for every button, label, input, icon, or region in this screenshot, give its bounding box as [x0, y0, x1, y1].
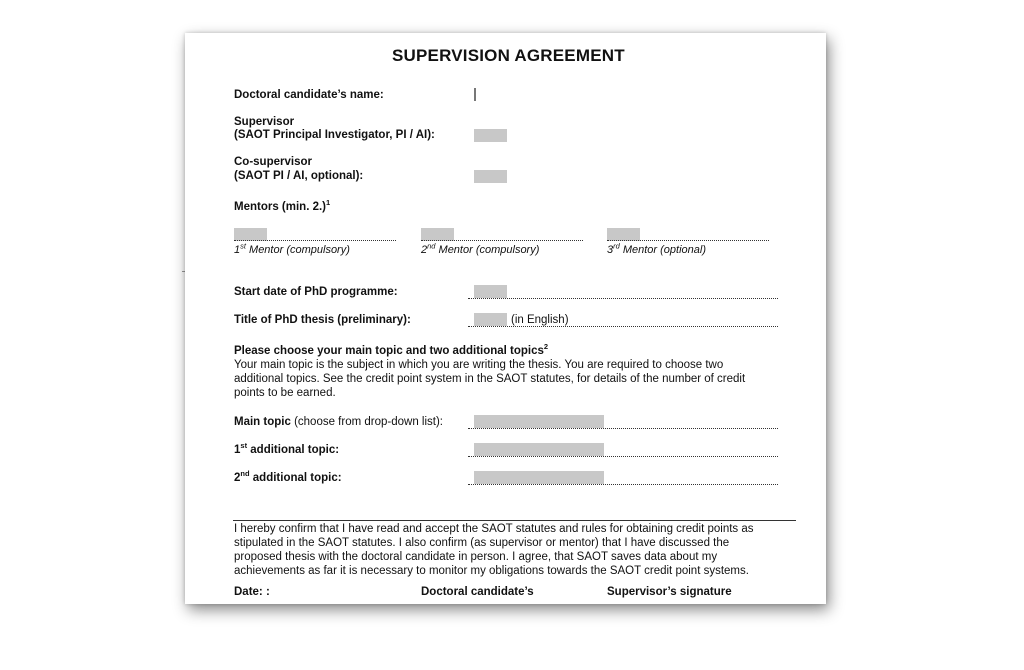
- start-date-line: [468, 298, 778, 299]
- main-topic-dropdown[interactable]: [474, 415, 604, 428]
- additional-topic-1-label: [234, 441, 340, 457]
- supervisor-signature-label: Supervisor’s signature: [607, 586, 732, 598]
- mentors-label: [234, 198, 331, 214]
- topics-heading-text: Please choose your main topic and two additional topics: [234, 345, 544, 357]
- mentor-3-ordinal-suffix: rd: [613, 241, 620, 251]
- start-date-label: Start date of PhD programme:: [234, 286, 398, 298]
- additional-topic-1-line: [468, 456, 778, 457]
- mentor-1-line: [234, 240, 396, 241]
- mentor-3-ordinal: 3: [607, 244, 614, 256]
- date-label: Date: :: [234, 586, 270, 598]
- candidate-signature-label: Doctoral candidate’s: [421, 586, 534, 598]
- topics-description-line-1: Your main topic is the subject in which you are writing the thesis. You are required to choose two: [234, 359, 724, 371]
- document-page: [185, 33, 826, 604]
- main-topic-line: [468, 428, 778, 429]
- start-date-field[interactable]: [474, 285, 507, 298]
- mentor-1-caption: [234, 241, 350, 256]
- candidate-name-label: Doctoral candidate’s name:: [234, 89, 384, 101]
- supervisor-label-detail: (SAOT Principal Investigator, PI / AI):: [234, 129, 435, 141]
- mentor-3-caption: [607, 241, 707, 256]
- additional-topic-1-suffix: st: [240, 441, 248, 451]
- mentor-2-line: [421, 240, 583, 241]
- mentors-footnote: 1: [326, 198, 331, 208]
- thesis-language-note: (in English): [511, 314, 569, 326]
- main-topic-label-text: Main topic: [234, 416, 291, 428]
- mentor-3-line: [607, 240, 769, 241]
- cosupervisor-field[interactable]: [474, 170, 507, 183]
- topics-heading: [234, 342, 549, 358]
- additional-topic-1-dropdown[interactable]: [474, 443, 604, 456]
- additional-topic-1-num: 1: [234, 444, 241, 456]
- mentor-2-caption: [421, 241, 540, 256]
- thesis-title-field[interactable]: [474, 313, 507, 326]
- additional-topic-1-text: additional topic:: [247, 444, 340, 456]
- mentor-2-label: Mentor (compulsory): [435, 244, 540, 256]
- mentors-label-text: Mentors (min. 2.): [234, 201, 327, 213]
- mentor-2-ordinal-suffix: nd: [427, 241, 436, 251]
- confirmation-line-1: I hereby confirm that I have read and accept the SAOT statutes and rules for obtaining credit points as: [234, 523, 754, 535]
- additional-topic-2-num: 2: [234, 472, 241, 484]
- supervisor-label: Supervisor: [234, 116, 295, 128]
- cosupervisor-label-detail: (SAOT PI / AI, optional):: [234, 170, 364, 182]
- topics-footnote: 2: [543, 342, 549, 352]
- main-topic-label: [234, 416, 443, 429]
- additional-topic-2-label: [234, 469, 342, 485]
- confirmation-divider: [233, 520, 796, 521]
- cosupervisor-label: Co-supervisor: [234, 156, 312, 168]
- thesis-title-line: [468, 326, 778, 327]
- thesis-title-label: Title of PhD thesis (preliminary):: [234, 314, 411, 326]
- mentor-1-ordinal-suffix: st: [240, 241, 246, 251]
- additional-topic-2-text: additional topic:: [249, 472, 342, 484]
- additional-topic-2-dropdown[interactable]: [474, 471, 604, 484]
- topics-description-line-3: points to be earned.: [234, 387, 336, 399]
- additional-topic-2-suffix: nd: [240, 469, 250, 479]
- mentor-3-label: Mentor (optional): [619, 244, 707, 256]
- confirmation-line-4: achievements as far it is necessary to monitor my obligations towards the SAOT credit point systems.: [234, 565, 749, 577]
- mentor-2-ordinal: 2: [421, 244, 428, 256]
- page-title: SUPERVISION AGREEMENT: [392, 46, 625, 65]
- topics-description-line-2: additional topics. See the credit point system in the SAOT statutes, for details of the number of credit: [234, 373, 746, 385]
- supervisor-field[interactable]: [474, 129, 507, 142]
- additional-topic-2-line: [468, 484, 778, 485]
- main-topic-hint: (choose from drop-down list):: [290, 416, 443, 428]
- mentor-1-ordinal: 1: [234, 244, 241, 256]
- mentor-1-label: Mentor (compulsory): [245, 244, 350, 256]
- confirmation-line-3: proposed thesis with the doctoral candidate in person. I agree, that SAOT saves data about my: [234, 551, 718, 563]
- candidate-name-field[interactable]: [474, 88, 476, 101]
- confirmation-line-2: stipulated in the SAOT statutes. I also confirm (as supervisor or mentor) that I have discussed the: [234, 537, 730, 549]
